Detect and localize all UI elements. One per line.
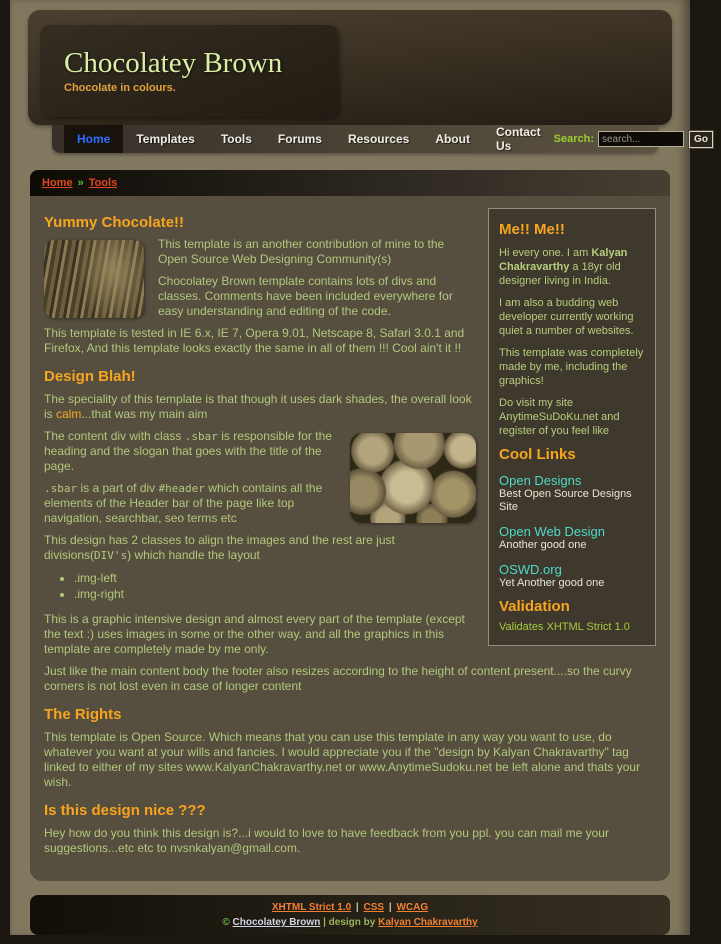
text-run: ) which handle the layout [127,548,260,562]
sidebar-heading-validation: Validation [499,598,570,615]
code-sbar: .sbar [184,430,218,443]
paragraph: This is a graphic intensive design and almost every part of the template (except the text :) uses images in some or the other way. and all the graphics in this template are completely made by me only. [44,612,465,656]
text-run: . [296,841,301,855]
header [28,10,672,125]
sidebar-link-open-web-design[interactable]: Open Web Design [499,524,605,539]
nav-item-forums[interactable]: Forums [277,132,322,146]
text-run: This design has 2 classes to align the images and the rest are just divisions( [44,533,395,562]
sidebar-me-p2: I am also a budding web developer currently working quiet a number of websites. [499,297,634,337]
sidebar-me-p3: This template was completely made by me, including the graphics! [499,347,644,387]
footer-copyright-line [30,915,670,930]
footer-validation-links [30,900,670,915]
footer-link-wcag[interactable]: WCAG [396,902,429,913]
nav-item-contact-us[interactable]: Contact Us [495,125,541,153]
nav-item-tools[interactable]: Tools [220,132,252,146]
highlight-calm: calm [56,407,82,421]
sidebar-me-p4: Do visit my site AnytimeSuDoKu.net and register of you feel like [499,397,620,437]
section-heading-yummy-chocolate: Yummy Chocolate!! [44,214,185,231]
section-heading-is-design-nice: Is this design nice ??? [44,802,206,819]
sidebar-validation-text: Validates XHTML Strict 1.0 [499,621,630,633]
sidebar [488,208,656,646]
sidebar-me-p1c: a 18yr old designer living in India. [499,261,621,287]
text-run: The content div with class [44,429,185,443]
paragraph: This template is tested in IE 6.x, IE 7, Opera 9.01, Netscape 8, Safari 3.0.1 and Firefox, And this template looks exactly the same in all of them !!! Cool ain't it !! [44,326,465,355]
text-run: which contains all the elements of the Header bar of the page like top navigation, searchbar, seo terms etc [44,481,323,525]
paragraph: Chocolatey Brown template contains lots of divs and classes. Comments have been included everywhere for easy understanding and editing of the code. [158,274,453,318]
code-sbar: .sbar [44,482,78,495]
paragraph: This template is Open Source. Which means that you can use this template in any way you want to use, do whatever you want at your wills and fancies. I would appreciate you if the "design by Kalyan Chakravarthy" tag linked to either of my sites www.KalyanChakravarthy.net or www.AnytimeSudoku.net be left alone and thats your wish. [44,730,641,789]
footer [30,895,670,935]
nav-item-resources[interactable]: Resources [347,132,410,146]
sidebar-me-p1 [499,246,645,288]
page-background [10,0,708,935]
text-run: is a part of div [77,481,159,495]
text-run: ...that was my main aim [81,407,208,421]
text-run: Hey how do you think this design is?...i would to love to have feedback from you ppl. you can mail me your suggestions...etc etc to [44,826,609,855]
breadcrumb-separator-icon: » [77,177,84,189]
top-navigation [52,125,708,153]
paragraph: Just like the main content body the footer also resizes according to the height of content present....so the curvy corners is not lost even in case of longer content [44,664,632,693]
nav-item-templates[interactable]: Templates [136,132,195,146]
paragraph: This template is an another contribution of mine to the Open Source Web Designing Community(s) [158,237,445,266]
sidebar-me-name: Kalyan Chakravarthy [499,247,628,273]
section-heading-design-blah: Design Blah! [44,368,136,385]
search-label: Search: [553,133,594,145]
list-item: • .img-left [74,570,656,586]
footer-brand-link[interactable]: Chocolatey Brown [232,917,321,928]
wood-grain-image [44,240,144,318]
code-header: #header [158,482,205,495]
breadcrumb-home-link[interactable]: Home [42,177,73,189]
pebbles-image [350,433,476,523]
search-input[interactable] [598,131,684,147]
text-run: The speciality of this template is that though it uses dark shades, the overall look is [44,392,472,421]
main-content [30,196,670,881]
nav-item-home[interactable]: Home [64,125,123,153]
sidebar-link-desc: Another good one [499,539,587,551]
sidebar-me-p1a: Hi every one. I am [499,247,592,259]
site-tagline: Chocolate in colours. [64,82,176,94]
breadcrumb-tools-link[interactable]: Tools [88,177,118,189]
text-run: is responsible for the heading and the slogan that goes with the title of the page. [44,429,332,473]
nav-item-about[interactable]: About [435,132,470,146]
footer-link-xhtml[interactable]: XHTML Strict 1.0 [271,902,352,913]
footer-middle-text: | design by [323,917,376,928]
site-title-box [40,25,338,117]
list-item: • .img-right [74,586,656,602]
footer-separator: | [388,902,392,913]
code-div: DIV's [94,549,128,562]
sidebar-heading-cool-links: Cool Links [499,446,576,463]
site-title: Chocolatey Brown [64,47,283,79]
sidebar-heading-me: Me!! Me!! [499,221,565,238]
footer-link-css[interactable]: CSS [363,902,385,913]
footer-author-link[interactable]: Kalyan Chakravarthy [378,917,478,928]
breadcrumb [30,170,670,196]
search-area [554,131,721,148]
sidebar-link-oswd[interactable]: OSWD.org [499,562,562,577]
sidebar-link-open-designs[interactable]: Open Designs [499,473,582,488]
footer-separator: | [355,902,359,913]
search-go-button[interactable]: Go [689,131,713,148]
sidebar-link-desc: Best Open Source Designs Site [499,488,632,513]
copyright-icon: © [222,917,230,928]
section-heading-the-rights: The Rights [44,706,122,723]
sidebar-link-desc: Yet Another good one [499,577,605,589]
email-link[interactable]: nvsnkalyan@gmail.com [170,841,297,855]
paragraph [44,826,656,856]
